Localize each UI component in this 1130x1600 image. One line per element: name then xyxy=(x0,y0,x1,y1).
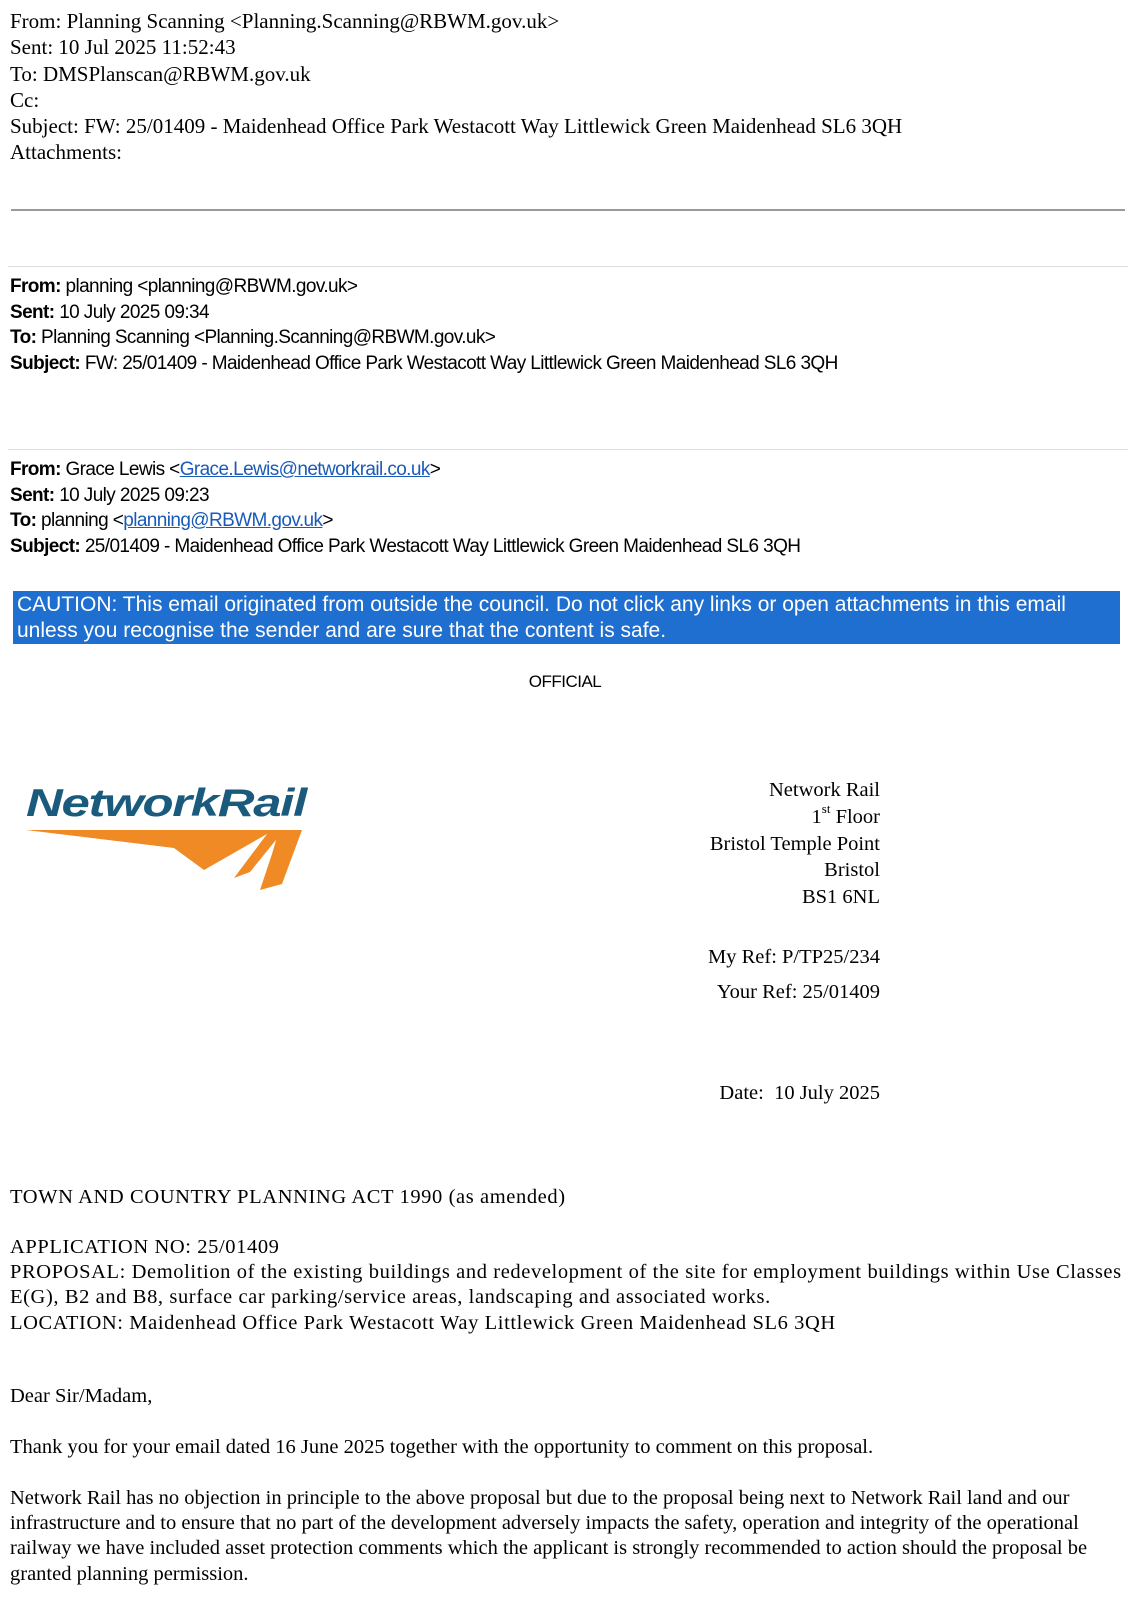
fwd1-to-label: To: xyxy=(10,327,37,348)
fwd1-sent-value: 10 July 2025 09:34 xyxy=(54,301,209,323)
forward-1-divider xyxy=(8,266,1128,267)
paragraph-thanks: Thank you for your email dated 16 June 2025 together with the opportunity to comment on this proposal. xyxy=(10,1436,874,1458)
my-ref: My Ref: P/TP25/234 xyxy=(708,946,880,968)
fwd1-to-value: Planning Scanning <Planning.Scanning@RBWM.gov.uk> xyxy=(36,327,496,348)
address-org: Network Rail xyxy=(768,779,880,801)
salutation: Dear Sir/Madam, xyxy=(10,1385,153,1407)
fwd2-sent-label: Sent: xyxy=(10,484,55,506)
address-postcode: BS1 6NL xyxy=(801,886,880,909)
network-rail-logo xyxy=(24,782,314,902)
fwd2-from-name: Grace Lewis < xyxy=(60,459,180,480)
address-floor: 1st Floor xyxy=(811,800,880,828)
classification-label: OFFICIAL xyxy=(528,672,602,691)
outer-sent: Sent: 10 Jul 2025 11:52:43 xyxy=(10,35,236,60)
outer-from: From: Planning Scanning <Planning.Scanning@RBWM.gov.uk> xyxy=(10,9,560,33)
fwd2-sent-value: 10 July 2025 09:23 xyxy=(54,484,209,506)
fwd2-to-name: planning < xyxy=(36,510,124,531)
svg-text:NetworkRail: NetworkRail xyxy=(26,782,309,825)
sender-email-link[interactable]: Grace.Lewis@networkrail.co.uk xyxy=(179,459,430,480)
outer-subject: Subject: FW: 25/01409 - Maidenhead Office Park Westacott Way Littlewick Green Maidenhead SL6 3QH xyxy=(10,114,903,139)
fwd2-from-label: From: xyxy=(10,459,61,480)
fwd1-from-label: From: xyxy=(10,276,61,297)
application-location: LOCATION: Maidenhead Office Park Westacott Way Littlewick Green Maidenhead SL6 3QH xyxy=(10,1311,836,1334)
act-heading: TOWN AND COUNTRY PLANNING ACT 1990 (as amended) xyxy=(10,1186,566,1208)
outer-email-header xyxy=(10,8,902,166)
caution-banner: CAUTION: This email originated from outside the council. Do not click any links or open attachments in this email unless you recognise the sender and are sure that the content is safe. xyxy=(13,591,1120,644)
application-number: APPLICATION NO: 25/01409 xyxy=(10,1236,280,1258)
forward-2-divider xyxy=(8,449,1128,450)
sender-address xyxy=(710,777,880,911)
outer-attachments: Attachments: xyxy=(10,140,122,165)
fwd2-from-close: > xyxy=(429,459,441,480)
header-divider xyxy=(11,209,1125,211)
paragraph-objection: Network Rail has no objection in principle to the above proposal but due to the proposal being next to Network Rail land and our infrastructure and to ensure that no part of the development adversely impacts the safety, operation and integrity of the operational railway we have included asset protection comments which the applicant is strongly recommended to action should the proposal be granted planning permission. xyxy=(10,1487,1088,1585)
your-ref: Your Ref: 25/01409 xyxy=(716,981,880,1003)
fwd1-from-value: planning <planning@RBWM.gov.uk> xyxy=(60,276,358,297)
reference-block xyxy=(708,940,880,1010)
outer-cc: Cc: xyxy=(10,87,40,112)
application-details xyxy=(10,1235,1122,1336)
fwd1-sent-label: Sent: xyxy=(10,301,55,323)
application-proposal: PROPOSAL: Demolition of the existing buildings and redevelopment of the site for employment buildings within Use Classes E(G), B2 and B8, surface car parking/service areas, landscaping and associated works. xyxy=(10,1261,1122,1309)
fwd1-subject-label: Subject: xyxy=(10,352,81,374)
fwd2-subject-label: Subject: xyxy=(10,535,81,557)
fwd1-subject-value: FW: 25/01409 - Maidenhead Office Park Westacott Way Littlewick Green Maidenhead SL6 3QH xyxy=(80,352,838,374)
forward-2-header xyxy=(10,457,800,559)
forward-1-header xyxy=(10,274,838,376)
recipient-email-link[interactable]: planning@RBWM.gov.uk xyxy=(123,510,323,531)
outer-to: To: DMSPlanscan@RBWM.gov.uk xyxy=(10,61,311,86)
fwd2-subject-value: 25/01409 - Maidenhead Office Park Westacott Way Littlewick Green Maidenhead SL6 3QH xyxy=(80,535,801,557)
fwd2-to-close: > xyxy=(322,510,333,531)
letter-date: Date: 10 July 2025 xyxy=(719,1082,880,1104)
address-city: Bristol xyxy=(824,859,880,882)
address-building: Bristol Temple Point xyxy=(709,832,880,855)
fwd2-to-label: To: xyxy=(10,510,37,531)
